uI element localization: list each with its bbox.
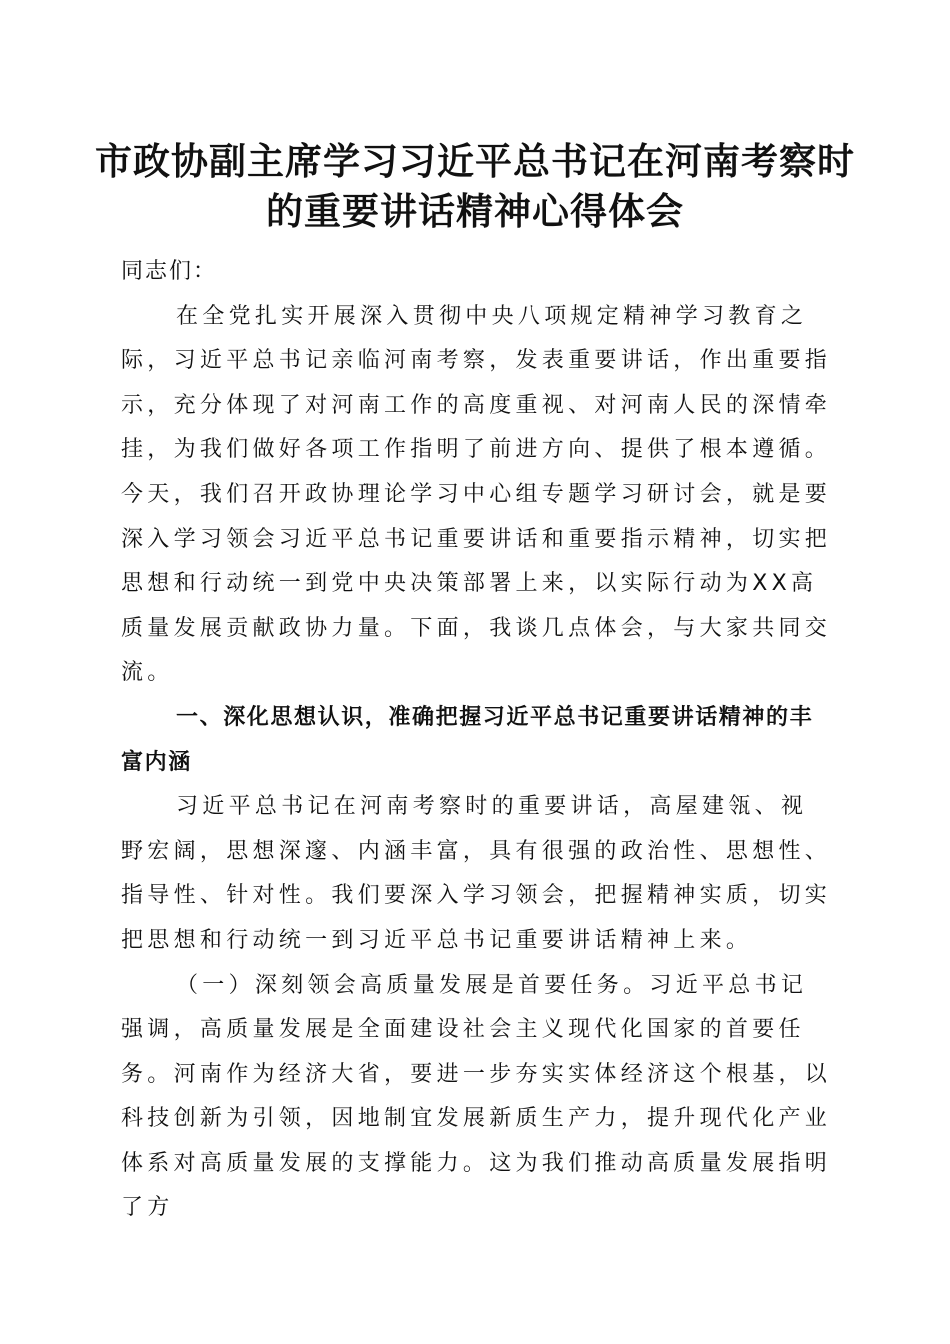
section-1-paragraph: 习近平总书记在河南考察时的重要讲话，高屋建瓴、视野宏阔，思想深邃、内涵丰富，具有很强的政治性、思想性、指导性、针对性。我们要深入学习领会，把握精神实质，切实把思想和行动统一到习近平总书记重要讲话精神上来。 [121,794,832,953]
salutation: 同志们： [121,259,218,284]
intro-paragraph: 在全党扎实开展深入贯彻中央八项规定精神学习教育之际，习近平总书记亲临河南考察，发表重要讲话，作出重要指示，充分体现了对河南工作的高度重视、对河南人民的深情牵挂，为我们做好各项工作指明了前进方向、提供了根本遵循。今天，我们召开政协理论学习中心组专题学习研讨会，就是要深入学习领会习近平总书记重要讲话和重要指示精神，切实把思想和行动统一到党中央决策部署上来，以实际行动为XX高质量发展贡献政协力量。下面，我谈几点体会，与大家共同交流。 [121,303,832,686]
document-title-line-2: 的重要讲话精神心得体会 [266,189,684,233]
subsection-1-paragraph: （一）深刻领会高质量发展是首要任务。习近平总书记强调，高质量发展是全面建设社会主义现代化国家的首要任务。河南作为经济大省，要进一步夯实实体经济这个根基，以科技创新为引领，因地制宜发展新质生产力，提升现代化产业体系对高质量发展的支撑能力。这为我们推动高质量发展指明了方 [121,972,832,1221]
document-body [121,250,833,1231]
document-title-line-1: 市政协副主席学习习近平总书记在河南考察时 [95,139,855,183]
section-1-heading: 一、深化思想认识，准确把握习近平总书记重要讲话精神的丰富内涵 [121,704,814,775]
